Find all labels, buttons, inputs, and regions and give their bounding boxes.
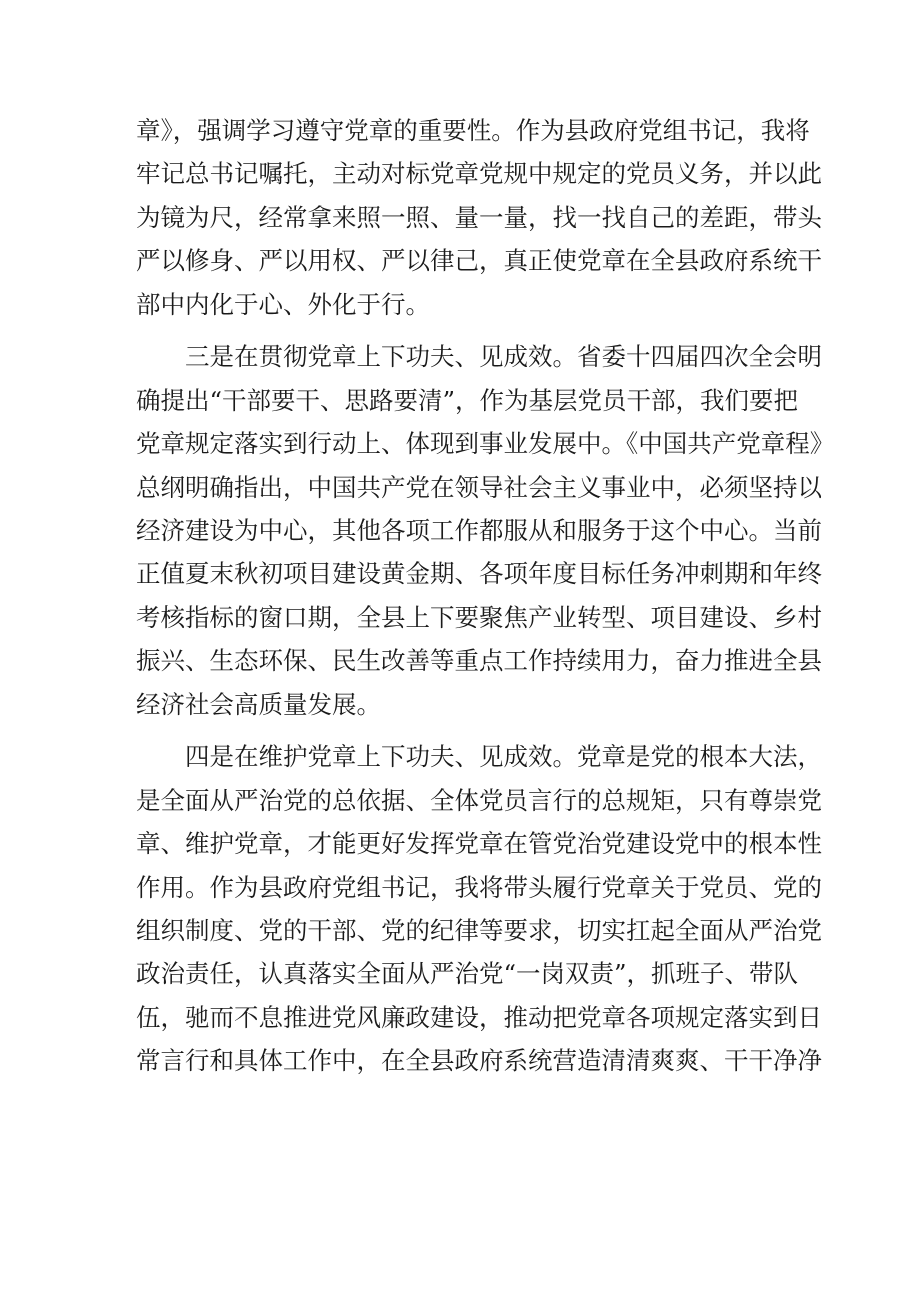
text-line: 党章规定落实到行动上、体现到事业发展中。《中国共产党章程》 bbox=[136, 429, 835, 459]
text-line: 章、维护党章，才能更好发挥党章在管党治党建设党中的根本性 bbox=[136, 829, 822, 859]
text-line: 政治责任，认真落实全面从严治党“一岗双责”，抓班子、带队 bbox=[136, 959, 799, 989]
paragraph-point-four bbox=[136, 735, 822, 1082]
document-body bbox=[136, 109, 835, 1092]
text-line: 总纲明确指出，中国共产党在领导社会主义事业中，必须坚持以 bbox=[136, 472, 822, 502]
text-line: 四是在维护党章上下功夫、见成效。党章是党的根本大法， bbox=[185, 742, 822, 772]
text-line: 考核指标的窗口期，全县上下要聚焦产业转型、项目建设、乡村 bbox=[136, 602, 822, 632]
text-line: 伍，驰而不息推进党风廉政建设，推动把党章各项规定落实到日 bbox=[136, 1002, 822, 1032]
text-line: 章》，强调学习遵守党章的重要性。作为县政府党组书记，我将 bbox=[136, 116, 810, 145]
text-line: 是全面从严治党的总依据、全体党员言行的总规矩，只有尊崇党 bbox=[136, 785, 822, 815]
text-line: 三是在贯彻党章上下功夫、见成效。省委十四届四次全会明 bbox=[185, 342, 822, 372]
text-line: 振兴、生态环保、民生改善等重点工作持续用力，奋力推进全县 bbox=[136, 646, 822, 676]
text-line: 正值夏末秋初项目建设黄金期、各项年度目标任务冲刺期和年终 bbox=[136, 559, 822, 589]
text-line: 组织制度、党的干部、党的纪律等要求，切实扛起全面从严治党 bbox=[136, 916, 822, 946]
text-line: 常言行和具体工作中，在全县政府系统营造清清爽爽、干干净净 bbox=[136, 1046, 822, 1076]
paragraph-continuation bbox=[136, 109, 822, 326]
text-line: 部中内化于心、外化于行。 bbox=[136, 289, 430, 319]
text-line: 为镜为尺，经常拿来照一照、量一量，找一找自己的差距，带头 bbox=[136, 202, 822, 232]
text-line: 严以修身、严以用权、严以律己，真正使党章在全县政府系统干 bbox=[136, 246, 822, 276]
text-line: 牢记总书记嘱托，主动对标党章党规中规定的党员义务，并以此 bbox=[136, 159, 822, 189]
text-line: 经济建设为中心，其他各项工作都服从和服务于这个中心。当前 bbox=[136, 516, 822, 546]
text-line: 确提出“干部要干、思路要清”，作为基层党员干部，我们要把 bbox=[136, 385, 799, 415]
text-line: 作用。作为县政府党组书记，我将带头履行党章关于党员、党的 bbox=[136, 872, 822, 902]
text-line: 经济社会高质量发展。 bbox=[136, 689, 381, 719]
paragraph-point-three bbox=[136, 335, 835, 726]
